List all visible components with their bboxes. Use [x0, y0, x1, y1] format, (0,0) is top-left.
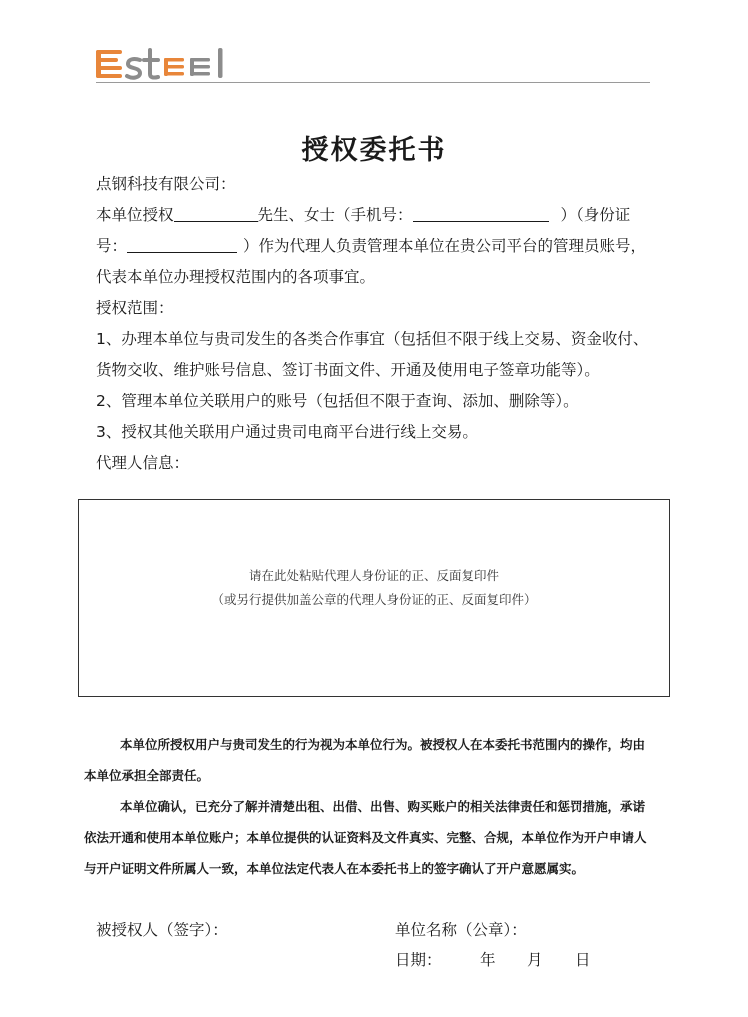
date-day: 日: [575, 951, 591, 969]
statement-text: 本单位所授权用户与贵司发生的行为视为本单位行为。被授权人在本委托书范围内的操作，均由本单位承担全部责任。: [84, 737, 646, 783]
statement-confirmation: [84, 791, 656, 884]
agent-info-label: 代理人信息：: [96, 454, 190, 472]
phone-blank[interactable]: [413, 203, 549, 222]
intro-text: 本单位授权: [96, 206, 174, 224]
addressee: 点钢科技有限公司：: [96, 175, 236, 193]
id-box-hint-alt: （或另行提供加盖公章的代理人身份证的正、反面复印件）: [211, 592, 537, 607]
intro-text: ）作为代理人负责管理本单位在贵公司平台的管理员账号，: [243, 237, 647, 255]
id-card-paste-area: [78, 499, 670, 697]
authorized-signature-label: 被授权人（签字）：: [96, 921, 228, 939]
header-divider: [96, 82, 650, 83]
date-year: 年: [480, 951, 496, 969]
scope-item: 3、授权其他关联用户通过贵司电商平台进行线上交易。: [96, 423, 478, 441]
scope-item: 2、管理本单位关联用户的账号（包括但不限于查询、添加、删除等）。: [96, 392, 579, 410]
id-box-hint: 请在此处粘贴代理人身份证的正、反面复印件: [248, 568, 499, 583]
intro-line-2: [96, 234, 646, 256]
intro-line-3: 代表本单位办理授权范围内的各项事宜。: [96, 268, 376, 286]
esteel-logo: [96, 44, 236, 84]
date-month: 月: [527, 951, 543, 969]
intro-text: ）（身份证: [560, 206, 631, 224]
document-title: 授权委托书: [301, 135, 447, 166]
scope-item: 货物交收、维护账号信息、签订书面文件、开通及使用电子签章功能等）。: [96, 361, 600, 379]
date-label: 日期：: [395, 951, 442, 969]
statement-responsibility: [84, 729, 656, 791]
company-seal-label: 单位名称（公章）：: [395, 921, 527, 939]
name-blank[interactable]: [174, 203, 258, 222]
intro-text: 先生、女士（手机号：: [257, 206, 413, 224]
scope-label: 授权范围：: [96, 299, 174, 317]
scope-item: 1、办理本单位与贵司发生的各类合作事宜（包括但不限于线上交易、资金收付、: [96, 330, 649, 348]
id-number-blank[interactable]: [127, 234, 237, 253]
intro-line-1: [96, 203, 630, 225]
intro-text: 号：: [96, 237, 128, 255]
statement-text: 本单位确认，已充分了解并清楚出租、出借、出售、购买账户的相关法律责任和惩罚措施，承诺依法开通和使用本单位账户；本单位提供的认证资料及文件真实、完整、合规，本单位作为开户申请人与开户证明文件所属人一致，本单位法定代表人在本委托书上的签字确认了开户意愿属实。: [84, 799, 647, 876]
